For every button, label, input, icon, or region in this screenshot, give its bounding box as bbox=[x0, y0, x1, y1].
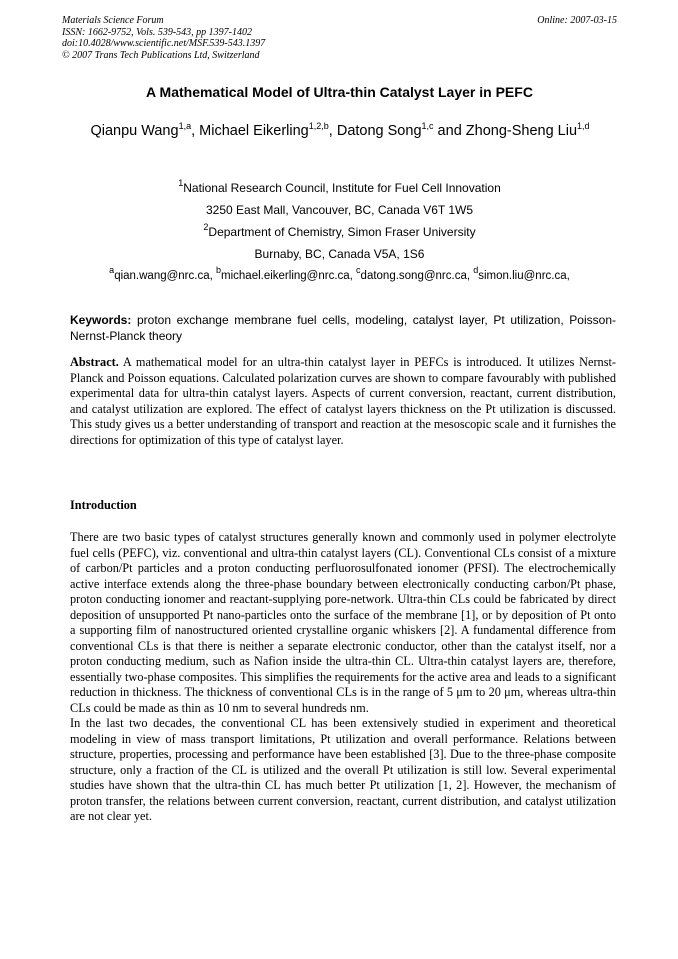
affiliation-2 bbox=[62, 224, 617, 246]
affiliation-name: Department of Chemistry, Simon Fraser University bbox=[208, 225, 476, 239]
affiliation-mark: 2 bbox=[203, 222, 209, 232]
keywords-label: Keywords: bbox=[70, 313, 132, 327]
email-link[interactable]: datong.song@nrc.ca, bbox=[360, 270, 474, 282]
keywords-block bbox=[70, 312, 616, 344]
paragraph: In the last two decades, the conventional CL has been extensively studied in experiment and theoretical modeling in view of mass transport limitations, Pt utilization and overall performance. Relations between structure, properties, processing and performance have been established [3]. Due to the three-phase composite structure, only a fraction of the CL is utilized and the overall Pt utilization is still low. Several experimental studies have shown that the ultra-thin CL has much better Pt utilization [1, 2]. However, the mechanism of proton transfer, the relations between current conversion, reactant, current distribution, and catalyst utilization are not clear yet. bbox=[70, 716, 616, 823]
author-list bbox=[70, 121, 610, 142]
affiliation-1-address: 3250 East Mall, Vancouver, BC, Canada V6T 1W5 bbox=[205, 203, 474, 217]
doi-line: doi:10.4028/www.scientific.net/MSF.539-543.1397 bbox=[62, 38, 266, 49]
affiliations bbox=[62, 180, 617, 290]
affiliation-name: National Research Council, Institute for Fuel Cell Innovation bbox=[183, 181, 501, 195]
email-link[interactable]: qian.wang@nrc.ca, bbox=[114, 270, 216, 282]
email-mark: d bbox=[473, 265, 479, 275]
paragraph: There are two basic types of catalyst structures generally known and commonly used in polymer electrolyte fuel cells (PEFC), viz. conventional and ultra-thin catalyst layers (CL). Conventional CLs consist of a mixture of carbon/Pt particles and a proton conducting perfluorosulfonated ionomer (PFSI). The electrochemically active interface extends along the three-phase boundary between electronically conducting carbon/Pt phase, proton conducting ionomer and reactant-supplying pore-network. Ultra-thin CLs could be fabricated by direct deposition of unsupported Pt nano-particles onto the surface of the membrane [1], or by deposition of Pt onto a supporting film of nanostructured oriented crystalline organic whiskers [2]. A fundamental difference from conventional CLs is that there is neither a separate electronic conductor, other than the catalyst itself, nor a proton conducting medium, such as Nafion inside the ultra-thin CL. Ultra-thin catalyst layers are, therefore, essentially two-phase composites. This simplifies the requirements for the active area and leads to a significant reduction in thickness. The thickness of conventional CLs is in the range of 5 μm to 20 μm, whereas ultra-thin CLs could be made as thin as 10 nm to several hundreds nm. bbox=[70, 530, 616, 715]
author-name: , Datong Song bbox=[328, 123, 422, 139]
email-link[interactable]: michael.eikerling@nrc.ca, bbox=[221, 270, 357, 282]
copyright-line: © 2007 Trans Tech Publications Ltd, Switzerland bbox=[62, 49, 260, 61]
section-heading: Introduction bbox=[70, 498, 137, 512]
author-name: and Zhong-Sheng Liu bbox=[433, 123, 578, 139]
email-link[interactable]: simon.liu@nrc.ca, bbox=[478, 270, 570, 282]
affiliation-mark: 1 bbox=[178, 178, 184, 188]
email-list bbox=[62, 265, 617, 290]
email-mark: c bbox=[356, 265, 361, 275]
paper-title: A Mathematical Model of Ultra-thin Catalyst Layer in PEFC bbox=[146, 84, 533, 100]
introduction-body bbox=[70, 530, 616, 825]
affiliation-2-address: Burnaby, BC, Canada V5A, 1S6 bbox=[254, 247, 425, 261]
journal-name: Materials Science Forum bbox=[62, 15, 164, 26]
author-name: , Michael Eikerling bbox=[191, 123, 309, 139]
author-name: Qianpu Wang bbox=[90, 123, 179, 139]
online-date: Online: 2007-03-15 bbox=[537, 15, 617, 26]
author-affiliation-mark: 1,2,b bbox=[308, 121, 329, 131]
journal-header bbox=[62, 15, 617, 61]
author-affiliation-mark: 1,d bbox=[577, 121, 590, 131]
author-affiliation-mark: 1,c bbox=[421, 121, 434, 131]
author-affiliation-mark: 1,a bbox=[178, 121, 192, 131]
issn-line: ISSN: 1662-9752, Vols. 539-543, pp 1397-1402 bbox=[62, 26, 252, 38]
abstract-text: A mathematical model for an ultra-thin catalyst layer in PEFCs is introduced. It utilizes Nernst-Planck and Poisson equations. Calculated polarization curves are shown to compare favourably with published experimental data for ultra-thin catalyst layers. Aspects of current conversion, reactant, current distribution, and catalyst utilization are explored. The effect of catalyst layers thickness on the Pt utilization is discussed. This study gives us a better understanding of transport and reaction at the mesoscopic scale and it furnishes the directions for optimization of this type of catalyst layer. bbox=[70, 355, 616, 447]
affiliation-1 bbox=[62, 180, 617, 202]
abstract-block bbox=[70, 355, 616, 448]
email-mark: a bbox=[109, 265, 115, 275]
abstract-label: Abstract. bbox=[70, 355, 119, 369]
keywords-text: proton exchange membrane fuel cells, modeling, catalyst layer, Pt utilization, Poisson-Nernst-Planck theory bbox=[70, 313, 616, 343]
email-mark: b bbox=[216, 265, 222, 275]
